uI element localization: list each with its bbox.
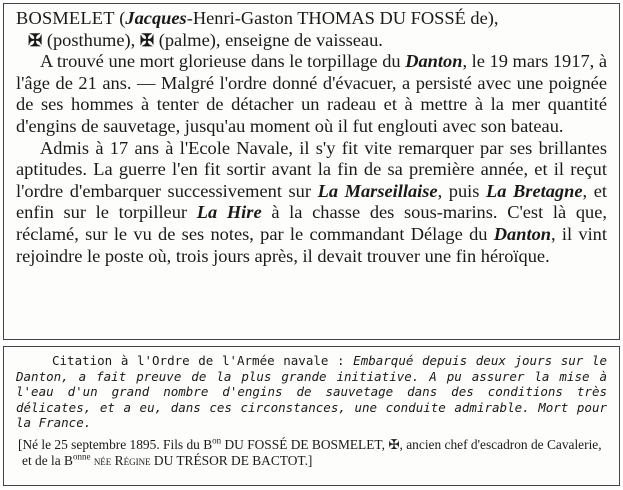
ship-danton-2: Danton	[493, 223, 551, 244]
cross-icon: ✠	[28, 30, 43, 50]
ship-marseillaise: La Marseillaise	[317, 180, 438, 201]
p2-text-a: Admis à 17 ans à l'Ecole Navale, il s'y fit vite remarquer par ses brillantes aptitudes. La guerre l'en fit sortir avant la fin de sa première année, et il reçut l'ordre d'embarquer successivement sur	[16, 137, 607, 201]
birth-sup-baron: on	[212, 435, 222, 446]
ship-danton: Danton	[405, 51, 463, 72]
paragraph-death	[16, 51, 607, 137]
biography-text	[16, 8, 607, 267]
p2-text-b: , puis	[437, 180, 480, 201]
citation-text-a: Embarqué depuis deux jours sur le	[353, 353, 607, 368]
birth-note	[16, 437, 607, 469]
p2-text-c: , et enfin sur le torpilleur	[16, 180, 607, 223]
birth-text-d: née Régine DU TRÉSOR DE BACTOT.]	[93, 452, 313, 468]
birth-sup-baronne: onne	[72, 451, 91, 462]
ship-la-hire: La Hire	[196, 202, 262, 223]
surname: BOSMELET	[16, 8, 115, 28]
biography-box	[3, 3, 620, 340]
given-open: (	[119, 8, 126, 28]
p2-text-e: , il vint rejoindre le poste où, trois jours après, il devait trouver une fin héroïque.	[16, 223, 607, 266]
citation-paragraph	[16, 353, 607, 431]
p2-text-d: à la chasse des sous-marins. C'est là que, réclamé, sur le vu de ses notes, par le commandant Délage du	[16, 202, 608, 244]
palme-label: (palme),	[158, 29, 221, 50]
palm-icon: ✠	[139, 30, 155, 50]
given-name: Jacques	[125, 8, 187, 28]
rank: enseigne de vaisseau.	[225, 29, 383, 50]
entry-heading	[16, 8, 607, 30]
decorations-line	[16, 30, 607, 52]
citation-text	[16, 353, 607, 431]
p1-text-a: A trouvé une mort glorieuse dans le torpillage du	[40, 51, 401, 72]
p1-text-b: , le 19 mars 1917, à l'âge de 21 ans. — Malgré l'ordre donné d'évacuer, a persisté avec une poignée de ses hommes à tenter de détacher un radeau et à mettre à la mer quantité d'engins de sauvetage, jusqu'au moment où il fut englouti avec son bateau.	[16, 51, 607, 136]
birth-text-c: , ancien chef d'escadron de Cavalerie, et de la B	[22, 436, 602, 468]
birth-paragraph	[16, 437, 607, 469]
birth-text-a: [Né le 25 septembre 1895. Fils du B	[18, 436, 213, 452]
birth-cross-icon: ✠	[388, 436, 400, 452]
citation-text-b: , a fait preuve de la plus grande initiative. A pu assurer la mise à l'eau d'un grand nombre d'engins de sauvetage dans des conditions très délicates, et a eu, dans ces circonstances, une conduite admirable. Mort pour la France.	[16, 368, 607, 431]
citation-ship: Danton	[16, 368, 62, 384]
given-rest: -Henri-Gaston THOMAS DU FOSSÉ de),	[186, 8, 499, 28]
citation-intro: Citation à l'Ordre de l'Armée navale :	[52, 353, 345, 368]
birth-text-b: DU FOSSÉ DE BOSMELET,	[224, 436, 385, 452]
ship-bretagne: La Bretagne	[486, 180, 583, 201]
citation-box	[3, 346, 620, 486]
paragraph-career	[16, 138, 607, 268]
posthume-label: (posthume),	[46, 29, 136, 50]
